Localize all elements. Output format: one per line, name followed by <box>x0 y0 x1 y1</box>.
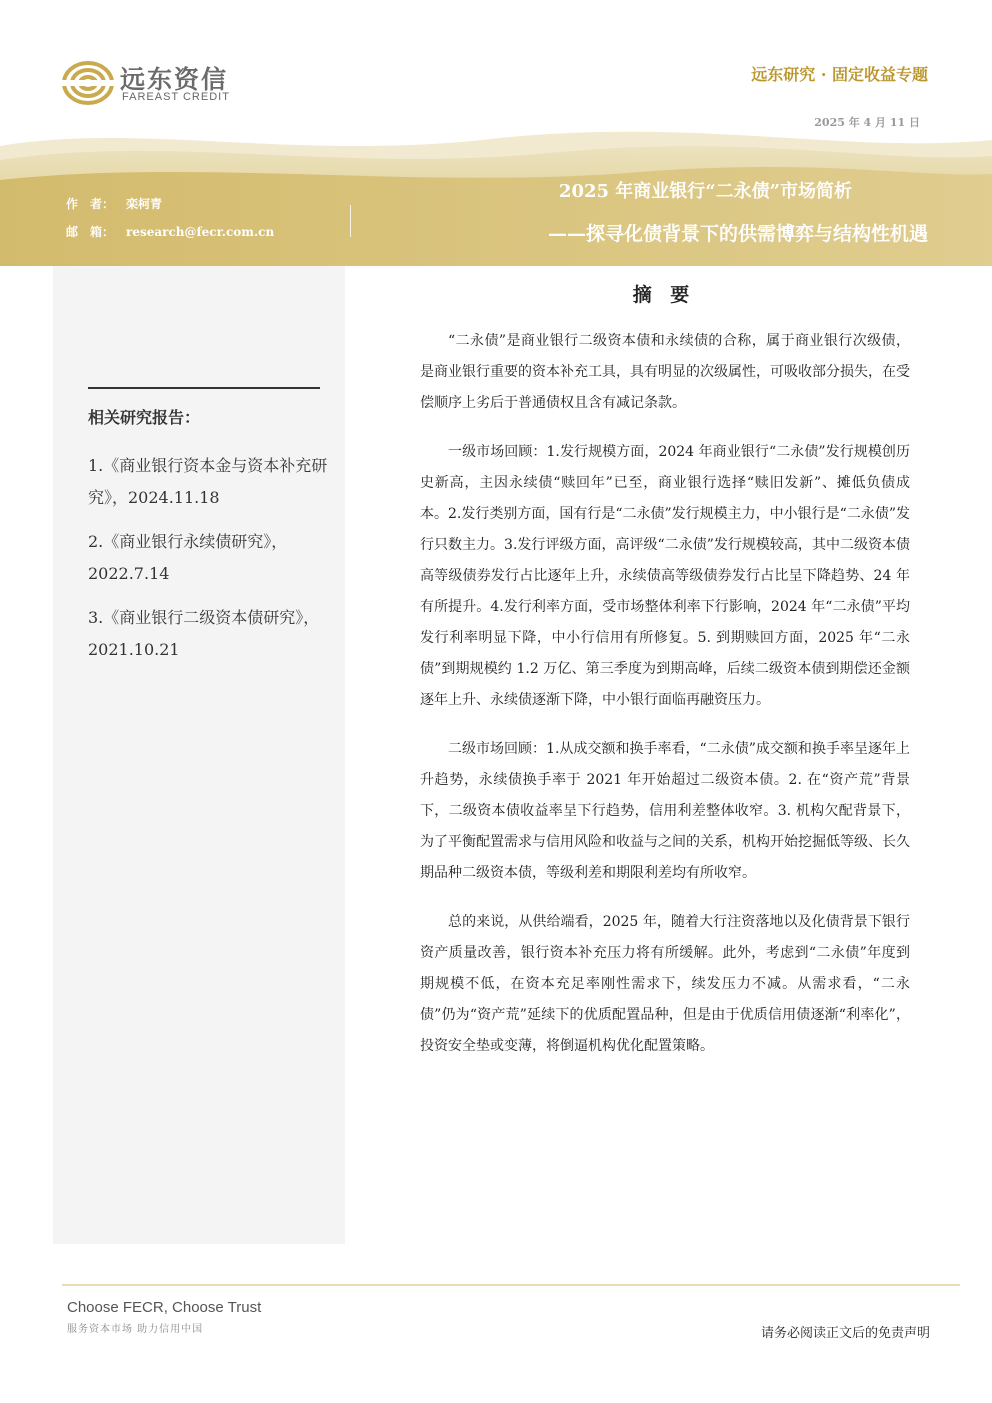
email-line <box>66 223 274 240</box>
sidebar-divider <box>88 387 320 389</box>
related-report-item[interactable]: 2.《商业银行永续债研究》，2022.7.14 <box>88 532 288 583</box>
report-subtitle: ——探寻化债背景下的供需博弈与结构性机遇 <box>547 223 928 245</box>
footer-divider <box>62 1284 960 1286</box>
author-line <box>66 195 162 212</box>
related-reports-heading: 相关研究报告： <box>88 408 201 427</box>
logo-english-name: FAREAST CREDIT <box>122 91 230 103</box>
abstract-body <box>420 326 910 1080</box>
abstract-paragraph: 总的来说，从供给端看，2025 年，随着大行注资落地以及化债背景下银行资产质量改善，银行资本补充压力将有所缓解。此外，考虑到“二永债”年度到期规模不低，在资本充足率刚性需求下，续发压力不减。从需求看，“二永债”仍为“资产荒”延续下的优质配置品种，但是由于优质信用债逐渐“利率化”，投资安全垫或变薄，将倒逼机构优化配置策略。 <box>420 914 910 1054</box>
abstract-paragraph: 一级市场回顾：1.发行规模方面，2024 年商业银行“二永债”发行规模创历史新高，主因永续债“赎回年”已至，商业银行选择“赎旧发新”、摊低负债成本。2.发行类别方面，国有行是“二永债”发行规模主力，中小银行是“二永债”发行只数主力。3.发行评级方面，高评级“二永债”发行规模较高，其中二级资本债高等级债券发行占比逐年上升，永续债高等级债券发行占比呈下降趋势、24 年有所提升。4.发行利率方面，受市场整体利率下行影响，2024 年“二永债”平均发行利率明显下降，中小行信用有所修复。5. 到期赎回方面，2025 年“二永债”到期规模约 1.2 万亿、第三季度为到期高峰，后续二级资本债到期偿还金额逐年上升、永续债逐渐下降，中小银行面临再融资压力。 <box>420 444 910 708</box>
report-series: 远东研究 · 固定收益专题 <box>751 65 928 84</box>
footer-disclaimer: 请务必阅读正文后的免责声明 <box>760 1326 930 1341</box>
email-link[interactable]: research@fecr.com.cn <box>126 225 275 239</box>
author-name: 栾柯青 <box>126 197 163 211</box>
abstract-paragraph: “二永债”是商业银行二级资本债和永续债的合称，属于商业银行次级债，是商业银行重要的资本补充工具，具有明显的次级属性，可吸收部分损失，在受偿顺序上劣后于普通债权且含有减记条款。 <box>420 333 910 411</box>
related-reports-list <box>88 450 333 678</box>
fareast-logo-icon <box>62 58 118 108</box>
footer-slogan-english: Choose FECR, Choose Trust <box>67 1299 262 1316</box>
abstract-paragraph: 二级市场回顾：1.从成交额和换手率看，“二永债”成交额和换手率呈逐年上升趋势，永续债换手率于 2021 年开始超过二级资本债。2. 在“资产荒”背景下，二级资本债收益率呈下行趋势，信用利差整体收窄。3. 机构欠配背景下，为了平衡配置需求与信用风险和收益与之间的关系，机构开始挖掘低等级、长久期品种二级资本债，等级利差和期限利差均有所收窄。 <box>420 741 910 881</box>
report-title: 2025 年商业银行“二永债”市场简析 <box>558 181 852 202</box>
report-date: 2025 年 4 月 11 日 <box>814 116 920 129</box>
related-report-item[interactable]: 3.《商业银行二级资本债研究》，2021.10.21 <box>88 608 320 659</box>
logo-chinese-name: 远东资信 <box>120 65 229 94</box>
abstract-heading: 摘 要 <box>632 284 696 306</box>
related-report-item[interactable]: 1.《商业银行资本金与资本补充研究》，2024.11.18 <box>88 456 328 507</box>
footer-slogan-chinese: 服务资本市场 助力信用中国 <box>67 1324 204 1335</box>
company-logo <box>62 58 262 108</box>
email-label: 邮 箱： <box>66 225 115 239</box>
banner-divider <box>350 205 351 237</box>
author-label: 作 者： <box>66 197 115 211</box>
